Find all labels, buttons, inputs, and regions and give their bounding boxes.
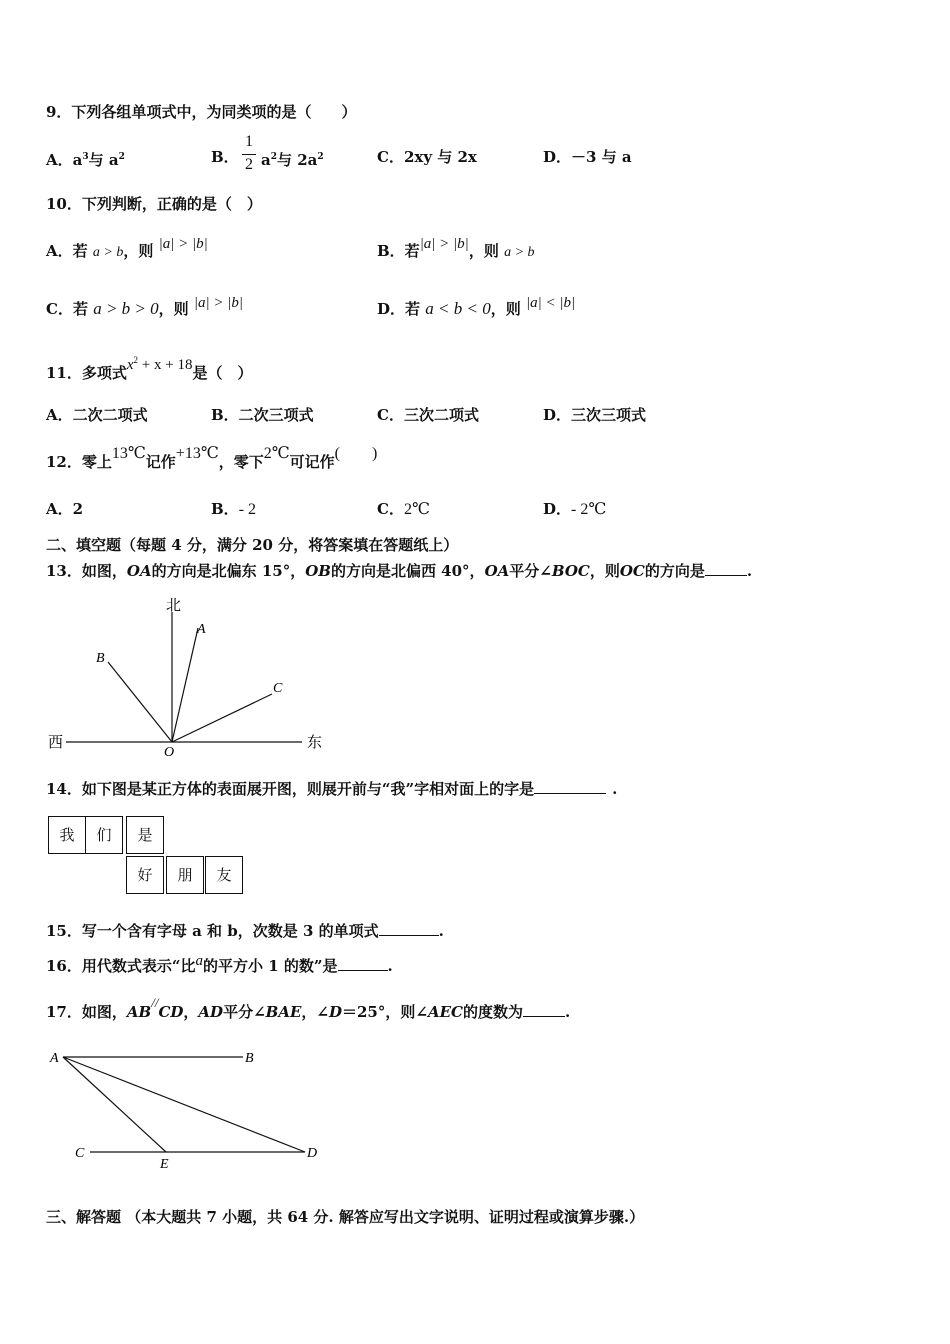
- q15-stem: 15．写一个含有字母 a 和 b，次数是 3 的单项式 .: [46, 922, 444, 940]
- q9-fraction-denominator: 2: [245, 156, 253, 173]
- q17-stem: 17．如图，AB//CD，AD平分∠BAE，∠D＝25°，则∠AEC的度数为 .: [46, 995, 571, 1021]
- q12-option-b: B．- 2: [211, 500, 257, 518]
- west-label: 西: [48, 733, 64, 751]
- q9-option-d: D．－3 与 a: [543, 148, 632, 166]
- q11-option-a: A．二次二项式: [46, 406, 148, 424]
- q10-stem: 10．下列判断，正确的是（ ）: [46, 195, 262, 213]
- q10-option-b: B．若|a| > |b|，则 a > b: [377, 236, 535, 260]
- point-A-label: A: [50, 1051, 59, 1066]
- ray-OC: [172, 694, 272, 742]
- q15-answer-blank[interactable]: [379, 921, 439, 936]
- q17-answer-blank[interactable]: [523, 1002, 565, 1017]
- point-A-label: A: [197, 622, 206, 637]
- q17-parallel-figure: [40, 1040, 340, 1175]
- point-E-label: E: [160, 1157, 169, 1172]
- net-cell: 是: [126, 816, 164, 854]
- q11-option-b: B．二次三项式: [211, 406, 314, 424]
- point-C-label: C: [273, 681, 283, 696]
- point-O-label: O: [164, 745, 175, 760]
- ray-OB: [108, 662, 172, 742]
- line-AE: [63, 1057, 166, 1152]
- q16-answer-blank[interactable]: [338, 956, 388, 971]
- line-AD: [63, 1057, 305, 1152]
- north-label: 北: [166, 596, 182, 614]
- section-3-title: 三、解答题 （本大题共 7 小题，共 64 分. 解答应写出文字说明、证明过程或演算步骤.）: [46, 1208, 645, 1226]
- q9-option-b-label: B．: [211, 148, 239, 166]
- q11-stem: 11．多项式$x^2 + x + 18$是（ ）: [46, 355, 253, 382]
- point-B-label: B: [245, 1051, 254, 1066]
- ray-OA: [172, 628, 198, 742]
- q9-option-a: A．$a^3$与 $a^2$: [46, 151, 125, 169]
- q9-fraction-numerator: 1: [245, 133, 253, 150]
- q12-option-c: C．2℃: [377, 500, 430, 518]
- q10-option-a: A．若 a > b，则 |a| > |b|: [46, 236, 208, 260]
- q13-stem: 13．如图，OA的方向是北偏东 15°，OB的方向是北偏西 40°，OA平分∠BOC，则OC的方向是 .: [46, 562, 753, 580]
- q13-compass-figure: [40, 590, 340, 760]
- q9-fraction-bar: [242, 154, 256, 155]
- point-B-label: B: [96, 651, 105, 666]
- q16-stem: 16．用代数式表示“比a的平方小 1 的数”是 .: [46, 953, 393, 975]
- point-D-label: D: [307, 1146, 318, 1161]
- q14-stem: 14．如下图是某正方体的表面展开图，则展开前与“我”字相对面上的字是 .: [46, 780, 618, 798]
- q9-stem: 9．下列各组单项式中，为同类项的是（ ）: [46, 103, 357, 121]
- section-2-title: 二、填空题（每题 4 分，满分 20 分，将答案填在答题纸上）: [46, 536, 459, 554]
- net-cell: 朋: [166, 856, 204, 894]
- east-label: 东: [307, 733, 323, 751]
- q11-option-d: D．三次三项式: [543, 406, 647, 424]
- net-cell: 好: [126, 856, 164, 894]
- q10-option-c: C．若 a > b > 0，则 |a| > |b|: [46, 295, 244, 318]
- q9-option-c: C．2xy 与 2x: [377, 148, 477, 166]
- q14-answer-blank[interactable]: [534, 779, 606, 794]
- q9-option-b: $a^2$与 $2a^2$: [261, 151, 324, 169]
- q12-option-a: A．2: [46, 500, 84, 518]
- q13-answer-blank[interactable]: [705, 561, 747, 576]
- point-C-label: C: [75, 1146, 85, 1161]
- q12-stem: 12．零上13℃记作+13℃，零下2℃可记作( ): [46, 445, 378, 471]
- net-cell: 我: [48, 816, 86, 854]
- q11-option-c: C．三次二项式: [377, 406, 479, 424]
- q12-option-d: D．- 2℃: [543, 500, 607, 518]
- q10-option-d: D．若 a < b < 0，则 |a| < |b|: [377, 295, 576, 318]
- net-cell: 们: [85, 816, 123, 854]
- net-cell: 友: [205, 856, 243, 894]
